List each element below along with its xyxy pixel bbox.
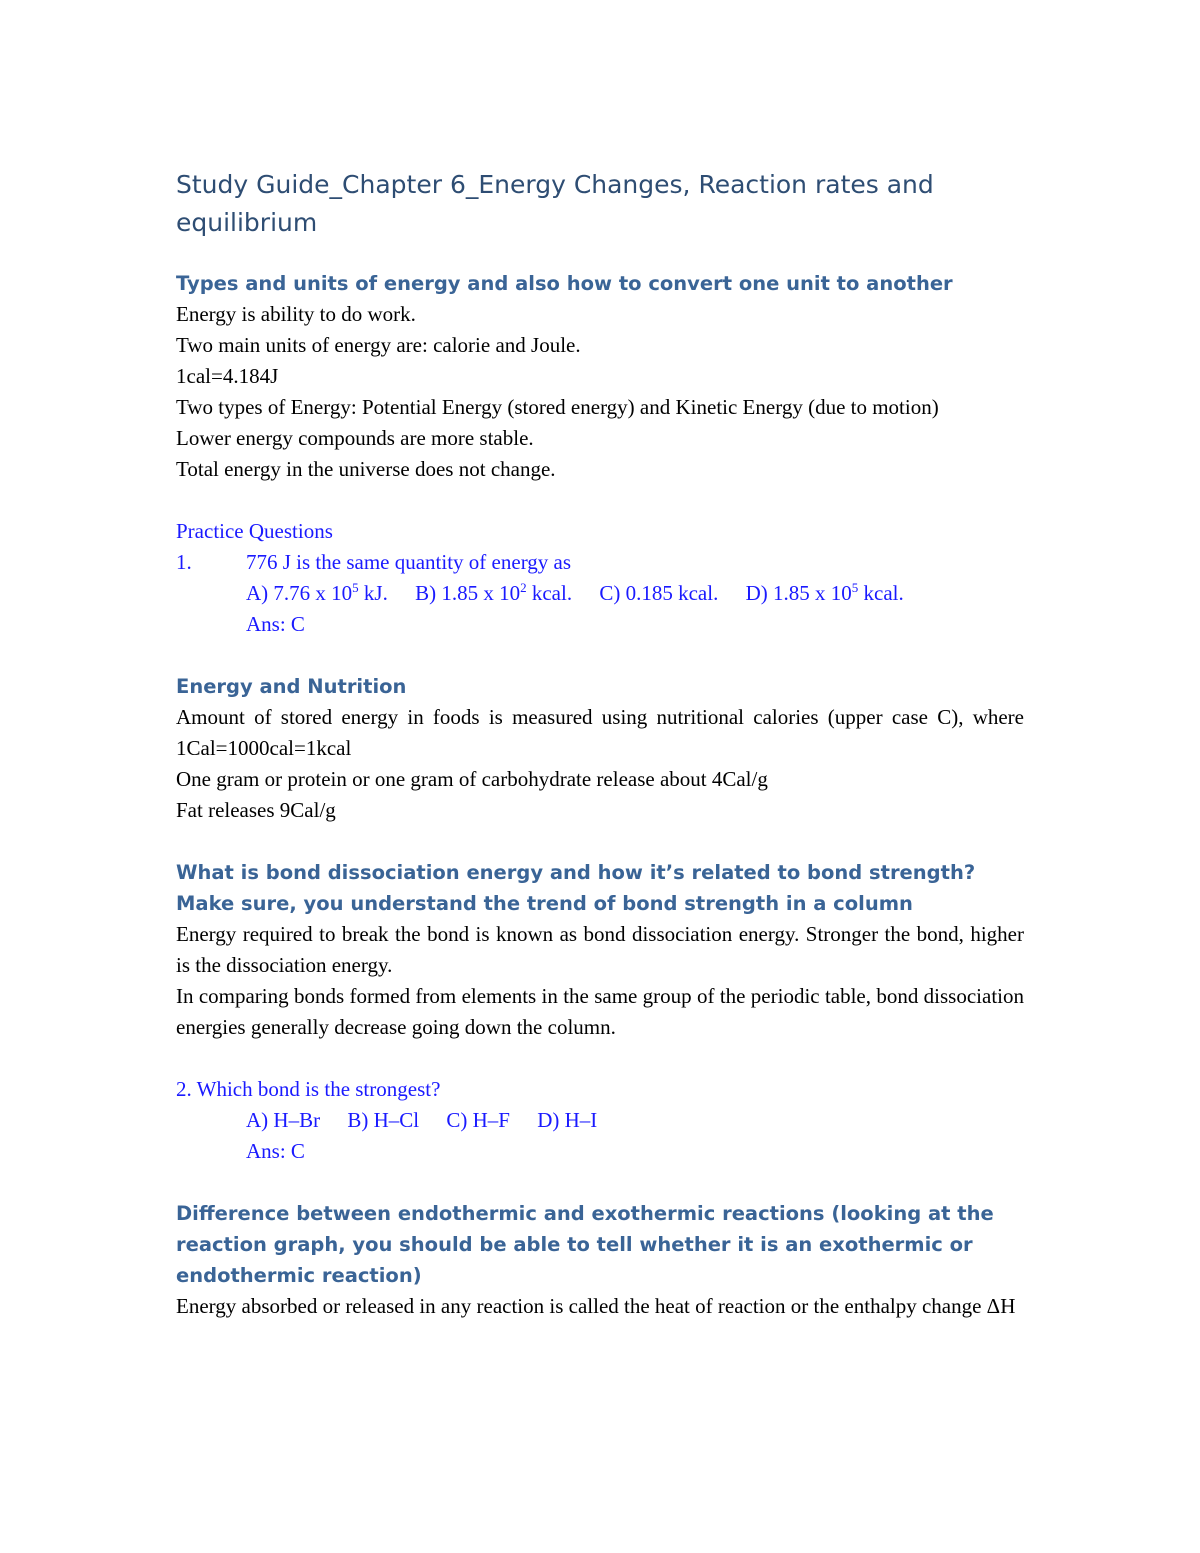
- section-heading-bond-dissociation: What is bond dissociation energy and how it’s related to bond strength? Make sure, you understand the trend of bond strength in a column: [176, 861, 976, 915]
- paragraph: Energy absorbed or released in any reaction is called the heat of reaction or the enthalpy change ΔH: [176, 1294, 1016, 1318]
- paragraph: Amount of stored energy in foods is measured using nutritional calories (upper case C), where 1Cal=1000cal=1kcal: [176, 705, 1024, 760]
- paragraph: Total energy in the universe does not change.: [176, 457, 556, 481]
- section-heading-endo-exothermic: Difference between endothermic and exothermic reactions (looking at the reaction graph, you should be able to tell whether it is an exothermic or endothermic reaction): [176, 1202, 994, 1287]
- paragraph: One gram or protein or one gram of carbohydrate release about 4Cal/g: [176, 767, 768, 791]
- page-title: Study Guide_Chapter 6_Energy Changes, Reaction rates and equilibrium: [176, 170, 934, 237]
- choice-b: B) H–Cl: [347, 1108, 420, 1132]
- choice-b: B) 1.85 x $10^2$ kcal.: [415, 580, 573, 605]
- paragraph: 1cal=4.184J: [176, 364, 279, 388]
- section-heading-energy-types: Types and units of energy and also how to convert one unit to another: [176, 272, 953, 295]
- choice-c: C) H–F: [446, 1108, 510, 1132]
- paragraph: Two types of Energy: Potential Energy (stored energy) and Kinetic Energy (due to motion): [176, 395, 939, 419]
- answer: Ans: C: [246, 1139, 305, 1163]
- paragraph: Energy is ability to do work.: [176, 302, 416, 326]
- paragraph: Fat releases 9Cal/g: [176, 798, 336, 822]
- page-content: [176, 166, 1024, 1322]
- choice-a: A) 7.76 x $10^5$ kJ.: [246, 580, 388, 605]
- practice-questions-label: Practice Questions: [176, 519, 333, 543]
- choice-c: C) 0.185 kcal.: [599, 581, 719, 605]
- question-2: 2. Which bond is the strongest?: [176, 1077, 441, 1101]
- paragraph: Lower energy compounds are more stable.: [176, 426, 534, 450]
- paragraph: Energy required to break the bond is known as bond dissociation energy. Stronger the bond, higher is the dissociation energy.: [176, 922, 1024, 977]
- choice-d: D) H–I: [537, 1108, 598, 1132]
- choice-a: A) H–Br: [246, 1108, 321, 1132]
- choice-d: D) 1.85 x $10^5$ kcal.: [745, 580, 904, 605]
- question-1-choices: [176, 578, 1024, 609]
- answer: Ans: C: [246, 612, 305, 636]
- question-1: [176, 547, 1024, 578]
- paragraph: In comparing bonds formed from elements in the same group of the periodic table, bond dissociation energies generally decrease going down the column.: [176, 984, 1024, 1039]
- question-2-choices: [176, 1105, 1024, 1136]
- question-text: 776 J is the same quantity of energy as: [246, 550, 572, 574]
- paragraph: Two main units of energy are: calorie and Joule.: [176, 333, 581, 357]
- question-number: 1.: [176, 550, 192, 574]
- section-heading-nutrition: Energy and Nutrition: [176, 675, 407, 698]
